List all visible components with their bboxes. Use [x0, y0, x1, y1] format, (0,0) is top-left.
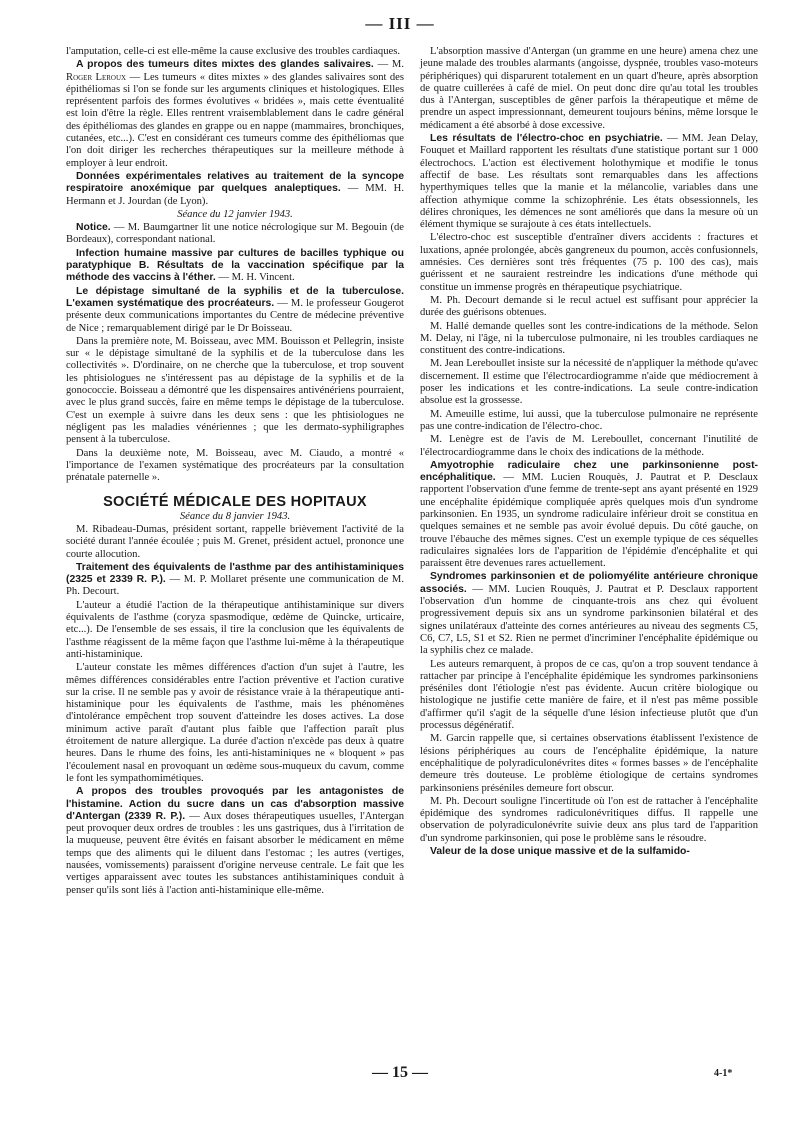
paragraph: L'auteur constate les mêmes différences d'action d'un sujet à l'autre, les mêmes différences considérables entre l'action préventive et l'action curative sur la crise. Il ne semble pas y avoir de résistance vraie à la thérapeutique anti-histaminique pour les équivalents de l'asthme, mais les phénomènes d'intolérance empêchent trop souvent d'atteindre les doses actives. La dose minimum active paraît d'autant plus faible que l'affection paraît plus étroitement de nature allergique. La durée d'action n'excède pas deux à quatre heures. Dans le rhume des foins, les anti-histaminiques ne « bloquent » pas l'écoulement nasal en provoquant un œdème sous-muqueux du cavum, comme le font les sympathomimétiques.	[66, 662, 404, 784]
page-marker: — III —	[365, 14, 435, 33]
paragraph: Données expérimentales relatives au traitement de la syncope respiratoire anoxémique par quelques analeptiques. — MM. H. Hermann et J. Jourdan (de Lyon).	[66, 170, 404, 207]
article-title: Amyotrophie radiculaire chez une parkinsonienne post-encéphalitique.	[420, 459, 758, 484]
society-heading: SOCIÉTÉ MÉDICALE DES HOPITAUX	[103, 494, 367, 511]
paragraph: M. Hallé demande quelles sont les contre-indications de la méthode. Selon M. Delay, ni l'âge, ni la tuberculose pulmonaire, ni les troubles cardiaques ne constituent des contre-indications.	[420, 320, 758, 357]
left-column	[66, 46, 404, 898]
paragraph: L'auteur a étudié l'action de la thérapeutique antihistaminique sur divers équivalents de l'asthme (coryza spasmodique, œdème de Quincke, urticaire, etc...). De l'ensemble de ses essais, il tire la conclusion que les équivalents de l'asthme réagissent de la même façon que l'asthme lui-même à la thérapeutique anti-histaminique.	[66, 599, 404, 660]
article-title: A propos des tumeurs dites mixtes des glandes salivaires.	[76, 59, 374, 71]
article-title: Infection humaine massive par cultures de bacilles typhique ou paratyphique B. Résultats de la vaccination spécifique par la méthode des vaccins à l'éther.	[66, 247, 404, 284]
paragraph: Dans la première note, M. Boisseau, avec MM. Bouisson et Pellegrin, insiste sur « le dépistage simultané de la syphilis et de la tuberculose dans les collectivités ». D'ordinaire, on ne cherche que la tuberculose, et trop souvent les phtisiologues ne s'intéressent pas au dépistage de la syphilis et de la gonococcie. Boisseau a démontré que les dispensaires antivénériens pourraient, avec le plus grand succès, faire en même temps le dépistage de la tuberculose. C'est un exemple à suivre dans les deux sens : que les phtisiologues ne négligent pas les maladies vénériennes ; que les dermato-syphiligraphes pensent à la tuberculose.	[66, 335, 404, 446]
paragraph: M. Ph. Decourt souligne l'incertitude où l'on est de rattacher à l'encéphalite épidémique des syndromes radiculonévritiques diffus. Il rappelle une observation de polyradiculonévrite suivie deux ans plus tard de l'apparition d'un syndrome parkinsonien, qui pose le problème sans le résoudre.	[420, 795, 758, 844]
paragraph: M. Ph. Decourt demande si le recul actuel est suffisant pour apprécier la durée des guérisons obtenues.	[420, 294, 758, 319]
paragraph: Les résultats de l'électro-choc en psychiatrie. — MM. Jean Delay, Fouquet et Maillard rapportent les résultats d'une statistique portant sur 1 000 électrochocs. L'action est électivement holothymique et modifie le tonus affectif de base. Les résultats sont remarquables dans les affections hyperthymiques telles que la manie et la mélancolie, variables dans une affection athymique comme la schizophrénie. Les états obsessionnels, les délires chroniques, les démences ne sont améliorés que dans la mesure où un élément thymique se surajoute à ces états intellectuels.	[420, 133, 758, 231]
paragraph: Le dépistage simultané de la syphilis et de la tuberculose. L'examen systématique des procréateurs. — M. le professeur Gougerot présente deux communications importantes du Centre de médecine préventive de Nice ; remarquablement dirigé par le Dr Boisseau.	[66, 285, 404, 334]
signature-mark: 4-1*	[714, 1068, 733, 1079]
paragraph: M. Lenègre est de l'avis de M. Lereboullet, concernant l'inutilité de l'électrocardiogramme dans le choix des indications de la méthode.	[420, 434, 758, 458]
page-number: — 15 —	[372, 1064, 428, 1081]
paragraph: Traitement des équivalents de l'asthme par des antihistaminiques (2325 et 2339 R. P.). — M. P. Mollaret présente une communication de M. Ph. Decourt.	[66, 561, 404, 598]
paragraph: A propos des troubles provoqués par les antagonistes de l'histamine. Action du sucre dans un cas d'absorption massive d'Antergan (2339 R. P.). — Aux doses thérapeutiques usuelles, l'Antergan peut provoquer deux ordres de troubles : les uns gastriques, dus à l'irritation de la muqueuse, peuvent être évités en faisant absorber le médicament en même temps que des aliments qui le diluent dans l'estomac ; les autres (vertiges, nausées, vomissements) paraissent d'origine nerveuse centrale. Le fait que les vertiges apparaissent avec toutes les substances antihistaminiques conduit à penser qu'ils sont liés à l'action anti-histaminique elle-même.	[66, 786, 405, 896]
paragraph: Dans la deuxième note, M. Boisseau, avec M. Ciaudo, a montré « l'importance de l'examen systématique des procréateurs par la consultation prénatale paternelle ».	[66, 447, 404, 484]
article-title: Valeur de la dose unique massive et de la sulfamido-	[430, 846, 690, 857]
paragraph: M. Ribadeau-Dumas, président sortant, rappelle brièvement l'activité de la société durant l'année écoulée ; puis M. Grenet, président actuel, prononce une courte allocution.	[66, 523, 404, 560]
paragraph	[420, 846, 758, 858]
session-date: Séance du 12 janvier 1943.	[177, 208, 293, 220]
paragraph: L'électro-choc est susceptible d'entraîner divers accidents : fractures et luxations, apnée prolongée, abcès gangreneux du poumon, accès confusionnels, amnésies. Ces dernières sont très fréquentes (75 p. 100 des cas), mais guérissent et ne sauraient restreindre les indications d'une méthode qui constitue un immense progrès en thérapeutique psychiatrique.	[420, 232, 758, 293]
article-title: Notice.	[76, 222, 111, 234]
paragraph: M. Jean Lereboullet insiste sur la nécessité de n'appliquer la méthode qu'avec discernement. Il estime que l'électrocardiogramme n'aide que médiocrement à poser les indications et les contre-indications. La seule contre-indication absolue est la grossesse.	[420, 358, 758, 407]
paragraph: Les auteurs remarquent, à propos de ce cas, qu'on a trop souvent tendance à rattacher par principe à l'encéphalite épidémique les syndromes parkinsoniens préséniles dont l'étiologie n'est pas évidente. Aucun critère biologique ou histologique ne justifie cette manière de faire, et il n'est pas même possible d'affirmer qu'il s'agit de la séquelle d'une lésion infectieuse plutôt que d'un processus dégénératif.	[420, 658, 758, 732]
paragraph: M. Garcin rappelle que, si certaines observations établissent l'existence de lésions périphériques au cours de l'encéphalite épidémique, la nature encéphalitique de polyradiculonévrites dites « formes basses » de l'encéphalite demeure très douteuse. Le problème étiologique de certains syndromes parkinsoniens préséniles demeure fort obscur.	[420, 733, 758, 794]
article-title: Traitement des équivalents de l'asthme par des antihistaminiques (2325 et 2339 R. P.).	[66, 561, 404, 586]
paragraph: Notice. — M. Baumgartner lit une notice nécrologique sur M. Begouin (de Bordeaux), correspondant national.	[66, 222, 404, 246]
paragraph: Amyotrophie radiculaire chez une parkinsonienne post-encéphalitique. — MM. Lucien Rouquès, J. Pautrat et P. Desclaux rapportent l'observation d'une femme de trente-sept ans ayant présenté en 1929 une encéphalite épidémique compliquée après quelques mois d'un syndrome parkinsonien. En 1935, un syndrome radiculaire inférieur droit se constitua en quelques semaines et ne semble pas avoir évolué depuis. Du côté gauche, on trouve l'ébauche des mêmes signes. C'est un exemple typique de ces séquelles radiculaires signalées lors de l'apparition de l'épidémie d'encéphalite et qui paraissent être devenues rares actuellement.	[420, 459, 758, 570]
author-name: Roger Leroux	[66, 71, 127, 83]
article-title: Syndromes parkinsonien et de poliomyélite antérieure chronique associés.	[420, 571, 758, 595]
paragraph: M. Ameuille estime, lui aussi, que la tuberculose pulmonaire ne représente pas une contre-indication de l'électro-choc.	[420, 408, 758, 432]
right-column	[420, 46, 758, 859]
paragraph: A propos des tumeurs dites mixtes des glandes salivaires. — M. Roger Leroux — Les tumeurs « dites mixtes » des glandes salivaires sont des épithéliomas si l'on se fonde sur les arguments cliniques et histologiques. Elles représentent parfois des formes évolutives « bridées », mais cette éventualité est loin d'être la règle. Elles rentrent vraisemblablement dans le cadre général des épithéliomas des glandes en grappe ou en nappe (mammaires, bronchiques, cutanées, etc...). C'est en considérant ces tumeurs comme des épithéliomas que l'on doit diriger les recherches thérapeutiques sur la meilleure méthode à employer à leur endroit.	[66, 59, 405, 169]
paragraph: L'absorption massive d'Antergan (un gramme en une heure) amena chez une jeune malade des troubles alarmants (angoisse, dyspnée, troubles vaso-moteurs périphériques) qui disparurent totalement en un quart d'heure, après absorption de quatre cuillerées à café de miel. On peut donc dire qu'au total les troubles dus à l'Antergan, susceptibles de gêner parfois la thérapeutique et même de prendre un aspect impressionnant, demeurent toujours bénins, même lorsque le médicament a été absorbé à dose excessive.	[420, 46, 758, 131]
article-title: Données expérimentales relatives au traitement de la syncope respiratoire anoxémique par quelques analeptiques.	[66, 170, 404, 195]
paragraph: Infection humaine massive par cultures de bacilles typhique ou paratyphique B. Résultats de la vaccination spécifique par la méthode des vaccins à l'éther. — M. H. Vincent.	[66, 247, 404, 284]
article-title: Le dépistage simultané de la syphilis et de la tuberculose. L'examen systématique des procréateurs.	[66, 285, 404, 309]
article-title: Les résultats de l'électro-choc en psychiatrie.	[430, 133, 663, 145]
paragraph: l'amputation, celle-ci est elle-même la cause exclusive des troubles cardiaques.	[66, 46, 401, 57]
session-date: Séance du 8 janvier 1943.	[179, 510, 291, 522]
article-title: A propos des troubles provoqués par les antagonistes de l'histamine. Action du sucre dans un cas d'absorption massive d'Antergan (2339 R. P.).	[66, 786, 404, 822]
paragraph: Syndromes parkinsonien et de poliomyélite antérieure chronique associés. — MM. Lucien Rouquès, J. Pautrat et P. Desclaux rapportent l'observation d'un homme de cinquante-trois ans chez qui évoluent progressivement depuis six ans un syndrome parkinsonien bilatéral et des signes unilatéraux d'atteinte des cornes antérieures au niveau des segments C5, C6, C7, L5, S1 et S2. Rien ne permet d'incriminer l'encéphalite épidémique ou la syphilis chez ce malade.	[420, 571, 758, 657]
